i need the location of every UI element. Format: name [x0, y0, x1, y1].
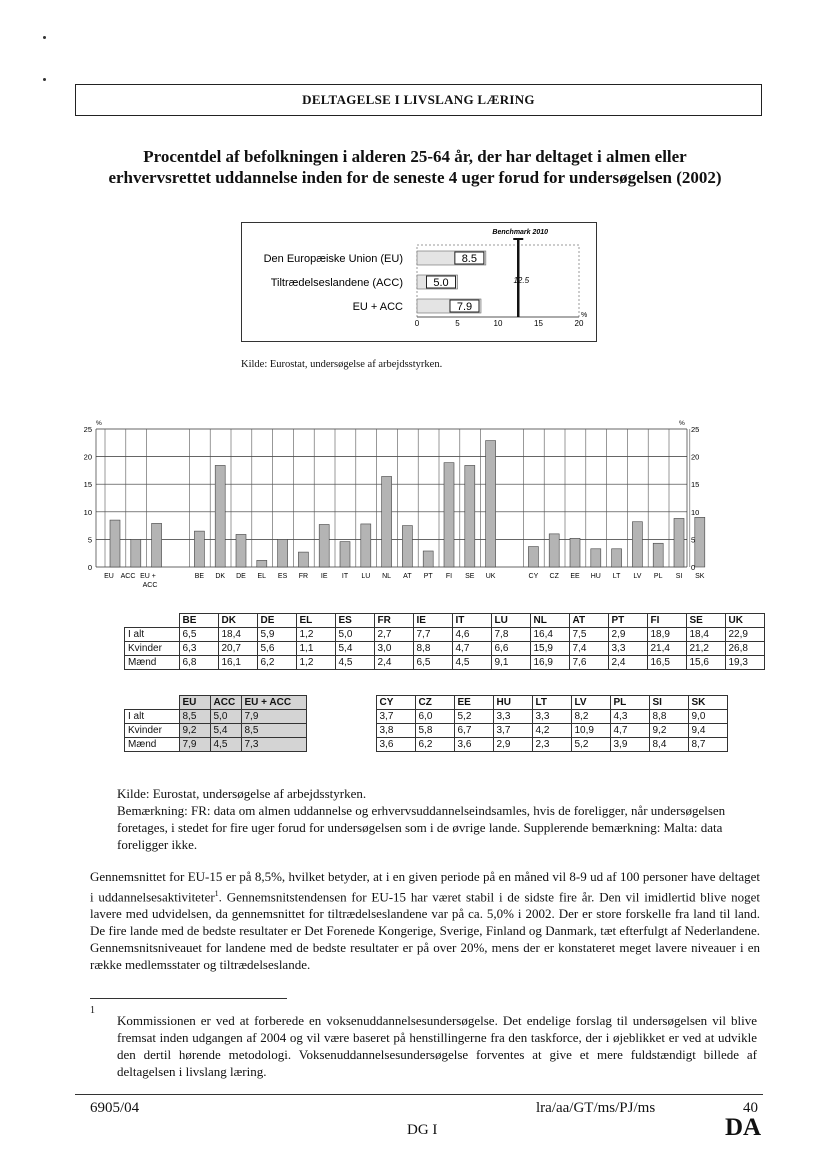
table-eu15 [124, 613, 765, 670]
bar-x-label: FI [445, 573, 453, 580]
table-header-cell: EL [296, 614, 335, 628]
table-cell: 8,5 [179, 710, 210, 724]
bar-unit-right: % [679, 420, 685, 427]
bar-y-tick-left: 25 [83, 425, 92, 434]
bar-x-label: HU [590, 573, 601, 580]
bar [674, 518, 684, 567]
table-cell: 15,6 [686, 656, 725, 670]
table-cell: 1,2 [296, 628, 335, 642]
benchmark-row-label: Den Europæiske Union (EU) [263, 253, 403, 265]
benchmark-value-label: 5.0 [433, 277, 449, 289]
table-header-cell: SE [686, 614, 725, 628]
table-row-label: I alt [125, 628, 180, 642]
table-cell: 4,7 [610, 724, 649, 738]
bar [632, 522, 642, 567]
table-cell: 7,9 [179, 738, 210, 752]
table-spacer [306, 696, 376, 710]
table-cell: 6,5 [179, 628, 218, 642]
bar-x-label: DE [236, 573, 246, 580]
table-cell: 3,8 [376, 724, 415, 738]
table-header-cell: ES [335, 614, 374, 628]
footer-rule [75, 1094, 763, 1095]
bar [444, 463, 454, 567]
bar-y-tick-right: 20 [691, 452, 700, 462]
table-acc [124, 695, 728, 752]
bar-y-tick-right: 0 [691, 563, 696, 572]
table-row [125, 628, 765, 642]
notes-remark: Bemærkning: FR: data om almen uddannelse og erhvervsuddannelseindsamles, hvis de foreligger, når undersøgelsen foretages, i stedet for fire uger forud for undersøgelsen som i de øvrige lande. Supplerende bemærkning: Malta: data foreligger ikke. [117, 803, 726, 852]
table-header-cell: DE [257, 614, 296, 628]
bar-y-tick-left: 5 [87, 535, 92, 545]
table-corner [125, 614, 180, 628]
bar-x-label: CZ [549, 573, 559, 580]
body-paragraph [90, 868, 760, 973]
bar [549, 534, 559, 567]
table-cell: 16,4 [530, 628, 569, 642]
bar [152, 523, 162, 567]
table-cell: 2,9 [493, 738, 532, 752]
benchmark-tick-label: 20 [574, 319, 584, 328]
table-header-cell: PT [608, 614, 647, 628]
bar-y-tick-right: 15 [691, 480, 700, 490]
dg-label: DG I [407, 1122, 438, 1138]
bar [612, 549, 622, 567]
table-row-label: Mænd [125, 656, 180, 670]
bar-x-label: PL [653, 573, 663, 580]
bar [653, 543, 663, 567]
bar [215, 465, 225, 567]
table-cell: 15,9 [530, 642, 569, 656]
table-acc-grid [124, 695, 728, 752]
table-cell: 4,3 [610, 710, 649, 724]
table-cell: 19,3 [725, 656, 764, 670]
benchmark-tick-label: 10 [493, 319, 503, 328]
table-header-cell: EU [179, 696, 210, 710]
table-cell: 18,4 [218, 628, 257, 642]
bar-x-label: EU [104, 573, 114, 580]
table-cell: 3,3 [532, 710, 571, 724]
table-header-cell: NL [530, 614, 569, 628]
table-cell: 4,5 [210, 738, 241, 752]
table-cell: 20,7 [218, 642, 257, 656]
footnote-ref: 1 [214, 889, 219, 898]
language-code: DA [725, 1114, 762, 1141]
bar-x-label: BE [194, 573, 205, 580]
table-header-row [125, 614, 765, 628]
page-title [90, 146, 740, 188]
table-header-cell: HU [493, 696, 532, 710]
benchmark-chart [241, 222, 597, 342]
table-header-cell: IT [452, 614, 491, 628]
table-cell: 9,2 [179, 724, 210, 738]
table-row-label: Mænd [125, 738, 180, 752]
table-header-cell: BE [179, 614, 218, 628]
table-cell: 9,0 [688, 710, 727, 724]
table-cell: 16,9 [530, 656, 569, 670]
table-cell: 5,2 [454, 710, 493, 724]
table-header-cell: DK [218, 614, 257, 628]
table-cell: 18,4 [686, 628, 725, 642]
bar-x-label: AT [403, 573, 412, 580]
table-cell: 5,0 [335, 628, 374, 642]
benchmark-row-label: EU + ACC [352, 301, 403, 313]
table-cell: 7,9 [241, 710, 306, 724]
benchmark-value-label: 7.9 [456, 301, 473, 313]
table-cell: 5,2 [571, 738, 610, 752]
table-cell: 10,9 [571, 724, 610, 738]
table-cell: 2,9 [608, 628, 647, 642]
table-spacer [306, 738, 376, 752]
table-header-cell: EU + ACC [241, 696, 306, 710]
bar-x-label: NL [382, 573, 392, 580]
table-cell: 1,2 [296, 656, 335, 670]
bar [340, 542, 350, 567]
benchmark-value-label: 8.5 [461, 253, 477, 265]
table-cell: 7,3 [241, 738, 306, 752]
table-cell: 5,9 [257, 628, 296, 642]
table-header-cell: EE [454, 696, 493, 710]
bar [486, 441, 496, 567]
table-header-cell: PL [610, 696, 649, 710]
table-row-label: I alt [125, 710, 180, 724]
table-header-cell: ACC [210, 696, 241, 710]
bar-x-label: PT [423, 573, 433, 580]
table-cell: 5,0 [210, 710, 241, 724]
bar [382, 476, 392, 567]
bar [695, 517, 705, 567]
table-row-label: Kvinder [125, 724, 180, 738]
bar-x-label: LV [633, 573, 642, 580]
table-header-cell: LV [571, 696, 610, 710]
table-header-cell: AT [569, 614, 608, 628]
bar-x-label: SK [695, 573, 705, 580]
bar-unit-left: % [96, 420, 102, 427]
table-cell: 6,5 [413, 656, 452, 670]
table-cell: 4,5 [335, 656, 374, 670]
bar-x-label: FR [298, 573, 309, 580]
table-spacer [306, 724, 376, 738]
benchmark-tick-label: 5 [455, 319, 460, 328]
bar [131, 539, 141, 567]
table-header-cell: SI [649, 696, 688, 710]
bar [319, 524, 329, 567]
section-header: DELTAGELSE I LIVSLANG LÆRING [75, 84, 762, 116]
table-cell: 6,6 [491, 642, 530, 656]
table-cell: 26,8 [725, 642, 764, 656]
notes-source: Kilde: Eurostat, undersøgelse af arbejdsstyrken. [117, 786, 367, 801]
table-cell: 9,2 [649, 724, 688, 738]
bar [298, 552, 308, 567]
bar-x-label: EL [257, 573, 267, 580]
bar [591, 549, 601, 567]
doc-ref: lra/aa/GT/ms/PJ/ms [536, 1100, 656, 1116]
bar-x-label: LT [612, 573, 621, 580]
table-cell: 7,6 [569, 656, 608, 670]
table-cell: 7,8 [491, 628, 530, 642]
bar-x-label: SI [675, 573, 683, 580]
body-text-2: . Gennemsnitstendensen for EU-15 har været stabil i de sidste fire år. Den vil imidlertid blive noget lavere med udvidelsen, da gennemsnittet for tiltrædelseslandene var på ca. 5,0% i 2002. Der er store forskelle fra land til land. De fire lande med de bedste resultater er Det Forenede Kongerige, Sverige, Finland og Danmark, tæt efterfulgt af Nederlandene. Gennemsnitsniveauet for landene med de bedste resultater er på over 20%, mens der er konstateret meget lavere niveauer i en række medlemsstater og tiltrædelseslande. [90, 889, 760, 973]
bar-x-label: ES [277, 573, 288, 580]
bar-x-label: EU + [140, 573, 156, 580]
table-cell: 7,7 [413, 628, 452, 642]
table-cell: 6,2 [257, 656, 296, 670]
table-cell: 8,5 [241, 724, 306, 738]
table-header-cell: CY [376, 696, 415, 710]
table-header-row [125, 696, 728, 710]
table-cell: 22,9 [725, 628, 764, 642]
bar-x-label: IE [320, 573, 328, 580]
table-cell: 5,8 [415, 724, 454, 738]
table-cell: 21,4 [647, 642, 686, 656]
bar-y-tick-left: 15 [83, 480, 92, 490]
page-title-line2: erhvervsrettet uddannelse inden for de seneste 4 uger forud for undersøgelsen (2002) [108, 168, 722, 187]
bar [278, 539, 288, 567]
table-header-cell: UK [725, 614, 764, 628]
table-cell: 3,6 [454, 738, 493, 752]
table-cell: 6,3 [179, 642, 218, 656]
table-cell: 5,4 [210, 724, 241, 738]
table-row [125, 738, 728, 752]
body-text-1: Gennemsnittet for EU-15 er på 8,5%, hvilket betyder, at i en given periode på en måned vil 8-9 ud af 100 personer have deltaget i uddannelsesaktiviteter [90, 869, 760, 905]
page-number: 40 [743, 1100, 758, 1116]
table-eu15-grid [124, 613, 765, 670]
table-cell: 6,2 [415, 738, 454, 752]
bar-x-label: LU [361, 573, 371, 580]
country-bar-chart [80, 415, 720, 595]
footnote-number: 1 [90, 1005, 95, 1016]
bar [465, 465, 475, 567]
benchmark-label: Benchmark 2010 [492, 229, 549, 236]
table-cell: 16,1 [218, 656, 257, 670]
table-cell: 3,6 [376, 738, 415, 752]
table-cell: 4,2 [532, 724, 571, 738]
bar-x-label: ACC [120, 573, 136, 580]
page-title-line1: Procentdel af befolkningen i alderen 25-64 år, der har deltaget i almen eller [143, 147, 687, 166]
bar [110, 520, 120, 567]
benchmark-tick-label: 15 [534, 319, 543, 328]
table-cell: 2,7 [374, 628, 413, 642]
benchmark-tick-label: 0 [414, 319, 420, 328]
footnote-text: Kommissionen er ved at forberede en voksenuddannelsesundersøgelse. Det endelige forslag til undersøgelsen vil blive fremsat inden udgangen af 2004 og vil være baseret på henstillingerne fra den taskforce, der i øjeblikket er ved at udvikle den dertil hørende metodologi. Voksenuddannelsesundersøgelse forventes at give et mere fuldstændigt billede af deltagelsen i livslang læring. [117, 1013, 757, 1079]
table-cell: 3,3 [608, 642, 647, 656]
table-cell: 8,8 [413, 642, 452, 656]
table-cell: 9,1 [491, 656, 530, 670]
table-cell: 3,0 [374, 642, 413, 656]
bar [257, 560, 267, 567]
table-row [125, 656, 765, 670]
table-cell: 8,8 [649, 710, 688, 724]
table-header-cell: FI [647, 614, 686, 628]
table-row [125, 724, 728, 738]
table-cell: 4,7 [452, 642, 491, 656]
bar [528, 547, 538, 567]
table-cell: 3,7 [376, 710, 415, 724]
bar [570, 538, 580, 567]
table-row-label: Kvinder [125, 642, 180, 656]
bar [423, 551, 433, 567]
table-cell: 9,4 [688, 724, 727, 738]
notes [117, 785, 742, 853]
table-header-cell: FR [374, 614, 413, 628]
table-cell: 2,4 [608, 656, 647, 670]
bar-y-tick-right: 10 [691, 507, 700, 517]
table-cell: 5,6 [257, 642, 296, 656]
bar [236, 534, 246, 567]
table-spacer [306, 710, 376, 724]
bar-x-label: IT [341, 573, 349, 580]
table-cell: 3,9 [610, 738, 649, 752]
table-header-cell: IE [413, 614, 452, 628]
doc-number: 6905/04 [90, 1100, 140, 1116]
table-cell: 6,8 [179, 656, 218, 670]
table-header-cell: LU [491, 614, 530, 628]
table-cell: 6,0 [415, 710, 454, 724]
table-cell: 18,9 [647, 628, 686, 642]
bar-x-label: EE [570, 573, 580, 580]
table-cell: 4,6 [452, 628, 491, 642]
table-cell: 5,4 [335, 642, 374, 656]
bar-x-label: UK [485, 573, 496, 580]
table-cell: 1,1 [296, 642, 335, 656]
table-cell: 16,5 [647, 656, 686, 670]
bar-y-tick-left: 20 [83, 452, 92, 462]
benchmark-source: Kilde: Eurostat, undersøgelse af arbejdsstyrken. [241, 359, 443, 370]
table-cell: 21,2 [686, 642, 725, 656]
bar [194, 531, 204, 567]
table-cell: 8,7 [688, 738, 727, 752]
table-cell: 2,3 [532, 738, 571, 752]
bar-x-label: DK [215, 573, 226, 580]
table-header-cell: SK [688, 696, 727, 710]
table-row [125, 710, 728, 724]
table-cell: 7,5 [569, 628, 608, 642]
table-corner [125, 696, 180, 710]
bar [402, 526, 412, 567]
table-row [125, 642, 765, 656]
bar-y-tick-left: 10 [83, 507, 92, 517]
benchmark-value-text: 12.5 [513, 276, 530, 285]
table-cell: 2,4 [374, 656, 413, 670]
bar-y-tick-right: 25 [691, 425, 700, 434]
footnote-rule [90, 998, 287, 999]
bar-y-tick-right: 5 [691, 535, 696, 545]
margin-dot [43, 36, 46, 39]
table-cell: 7,4 [569, 642, 608, 656]
table-cell: 6,7 [454, 724, 493, 738]
benchmark-unit: % [581, 312, 588, 319]
benchmark-chart-svg [242, 223, 596, 341]
table-header-cell: LT [532, 696, 571, 710]
table-header-cell: CZ [415, 696, 454, 710]
table-cell: 3,3 [493, 710, 532, 724]
bar-x-label: CY [528, 573, 539, 580]
bar [361, 524, 371, 567]
table-cell: 8,4 [649, 738, 688, 752]
margin-dot [43, 78, 46, 81]
benchmark-row-label: Tiltrædelseslandene (ACC) [270, 277, 403, 289]
bar-x-label-cont: ACC [142, 582, 158, 589]
bar-x-label: SE [465, 573, 475, 580]
table-cell: 4,5 [452, 656, 491, 670]
bar-y-tick-left: 0 [87, 563, 92, 572]
table-cell: 8,2 [571, 710, 610, 724]
table-cell: 3,7 [493, 724, 532, 738]
